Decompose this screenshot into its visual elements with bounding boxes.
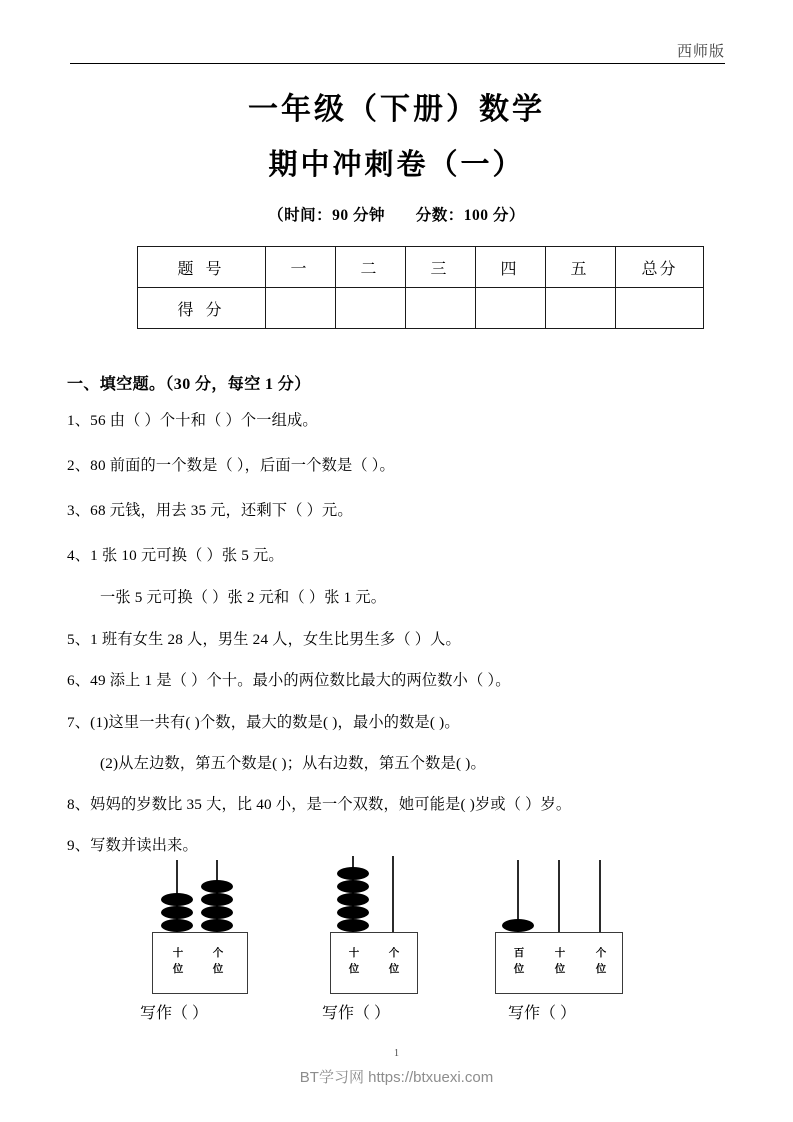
abacus-rod: [599, 860, 601, 932]
abacus-bead: [201, 906, 233, 919]
place-value-label: [206, 945, 230, 978]
place-value-label: [382, 945, 406, 978]
question-line: 3、68 元钱，用去 35 元，还剩下（ ）元。: [67, 502, 353, 519]
abacus-diagram-group: [0, 860, 793, 1020]
abacus-bead: [337, 867, 369, 880]
score-table-row-label: 题 号: [138, 247, 266, 288]
abacus-rod: [558, 860, 560, 932]
place-value-label: [342, 945, 366, 978]
place-value-wei: 位: [595, 963, 607, 976]
place-value-unit: 十: [348, 947, 360, 959]
abacus-frame: [330, 932, 418, 994]
score-table-cell: 三: [406, 247, 476, 288]
score-input-cell-total[interactable]: [616, 288, 704, 329]
section-heading-fill-in-blank: 一、填空题。（30 分，每空 1 分）: [67, 376, 311, 393]
abacus-rod: [216, 860, 218, 932]
write-answer-blank[interactable]: 写作（ ）: [322, 1005, 391, 1022]
score-input-cell[interactable]: [546, 288, 616, 329]
place-value-label: [589, 945, 613, 978]
place-value-wei: 位: [172, 963, 184, 976]
score-input-cell[interactable]: [406, 288, 476, 329]
abacus-rod: [176, 860, 178, 932]
place-value-label: [507, 945, 531, 978]
abacus-bead: [201, 880, 233, 893]
abacus-rod: [517, 860, 519, 932]
place-value-wei: 位: [554, 963, 566, 976]
abacus-diagram: [140, 860, 248, 1022]
abacus-bead: [337, 893, 369, 906]
abacus-diagram: [495, 860, 623, 1022]
score-table-cell: 五: [546, 247, 616, 288]
score-table-cell: 二: [336, 247, 406, 288]
place-value-unit: 百: [513, 947, 525, 959]
site-watermark: BT学习网 https://btxuexi.com: [299, 1069, 494, 1086]
table-row: [138, 247, 704, 288]
question-line: 6、49 添上 1 是（ ）个十。最小的两位数比最大的两位数小（ ）。: [67, 672, 511, 689]
place-value-unit: 十: [554, 947, 566, 959]
abacus-frame: [152, 932, 248, 994]
score-table-body: [138, 247, 704, 329]
place-value-wei: 位: [388, 963, 400, 976]
abacus-diagram: [322, 860, 418, 1022]
exam-total-score: 分数：100 分）: [415, 207, 525, 224]
place-value-wei: 位: [513, 963, 525, 976]
abacus-bead: [161, 906, 193, 919]
score-input-cell[interactable]: [336, 288, 406, 329]
abacus-rod: [392, 856, 394, 932]
abacus-bead: [161, 919, 193, 932]
question-line: 9、写数并读出来。: [67, 837, 198, 854]
write-answer-blank[interactable]: 写作（ ）: [508, 1005, 577, 1022]
place-value-label: [548, 945, 572, 978]
score-table-cell: 四: [476, 247, 546, 288]
abacus-rods: [330, 860, 418, 932]
page-title: 一年级（下册）数学: [248, 93, 545, 126]
place-value-unit: 个: [212, 947, 224, 959]
score-table: [137, 246, 704, 329]
place-value-unit: 个: [388, 947, 400, 959]
abacus-bead: [161, 893, 193, 906]
score-input-cell[interactable]: [476, 288, 546, 329]
score-input-cell[interactable]: [266, 288, 336, 329]
page-subtitle: 期中冲刺卷（一）: [268, 149, 525, 181]
exam-meta: [0, 203, 793, 225]
abacus-bead: [337, 919, 369, 932]
score-table-cell-total: 总分: [616, 247, 704, 288]
question-line: 一张 5 元可换（ ）张 2 元和（ ）张 1 元。: [100, 589, 387, 606]
abacus-frame: [495, 932, 623, 994]
place-value-unit: 个: [595, 947, 607, 959]
abacus-bead: [502, 919, 534, 932]
table-row: [138, 288, 704, 329]
exam-time: （时间：90 分钟: [268, 207, 385, 224]
question-line: 8、妈妈的岁数比 35 大，比 40 小，是一个双数，她可能是( )岁或（ ）岁。: [67, 796, 572, 813]
question-line: 4、1 张 10 元可换（ ）张 5 元。: [67, 547, 284, 564]
edition-label: 西师版: [676, 43, 725, 60]
header-divider: [70, 63, 725, 64]
abacus-bead: [337, 906, 369, 919]
abacus-bead: [201, 919, 233, 932]
write-answer-blank[interactable]: 写作（ ）: [140, 1005, 209, 1022]
abacus-bead: [201, 893, 233, 906]
place-value-wei: 位: [212, 963, 224, 976]
edition-label-wrap: [70, 40, 725, 61]
abacus-rod: [352, 856, 354, 932]
abacus-rods: [495, 860, 623, 932]
question-line: 5、1 班有女生 28 人，男生 24 人，女生比男生多（ ）人。: [67, 631, 461, 648]
place-value-unit: 十: [172, 947, 184, 959]
score-table-cell: 一: [266, 247, 336, 288]
question-line: 7、(1)这里一共有( )个数，最大的数是( )，最小的数是( )。: [67, 714, 460, 731]
place-value-label: [166, 945, 190, 978]
abacus-rods: [152, 860, 248, 932]
page-number: 1: [394, 1048, 399, 1059]
place-value-wei: 位: [348, 963, 360, 976]
question-line: (2)从左边数，第五个数是( )；从右边数，第五个数是( )。: [100, 755, 486, 772]
score-table-row-label: 得 分: [138, 288, 266, 329]
abacus-bead: [337, 880, 369, 893]
question-line: 1、56 由（ ）个十和（ ）个一组成。: [67, 412, 318, 429]
question-line: 2、80 前面的一个数是（ ），后面一个数是（ ）。: [67, 457, 395, 474]
